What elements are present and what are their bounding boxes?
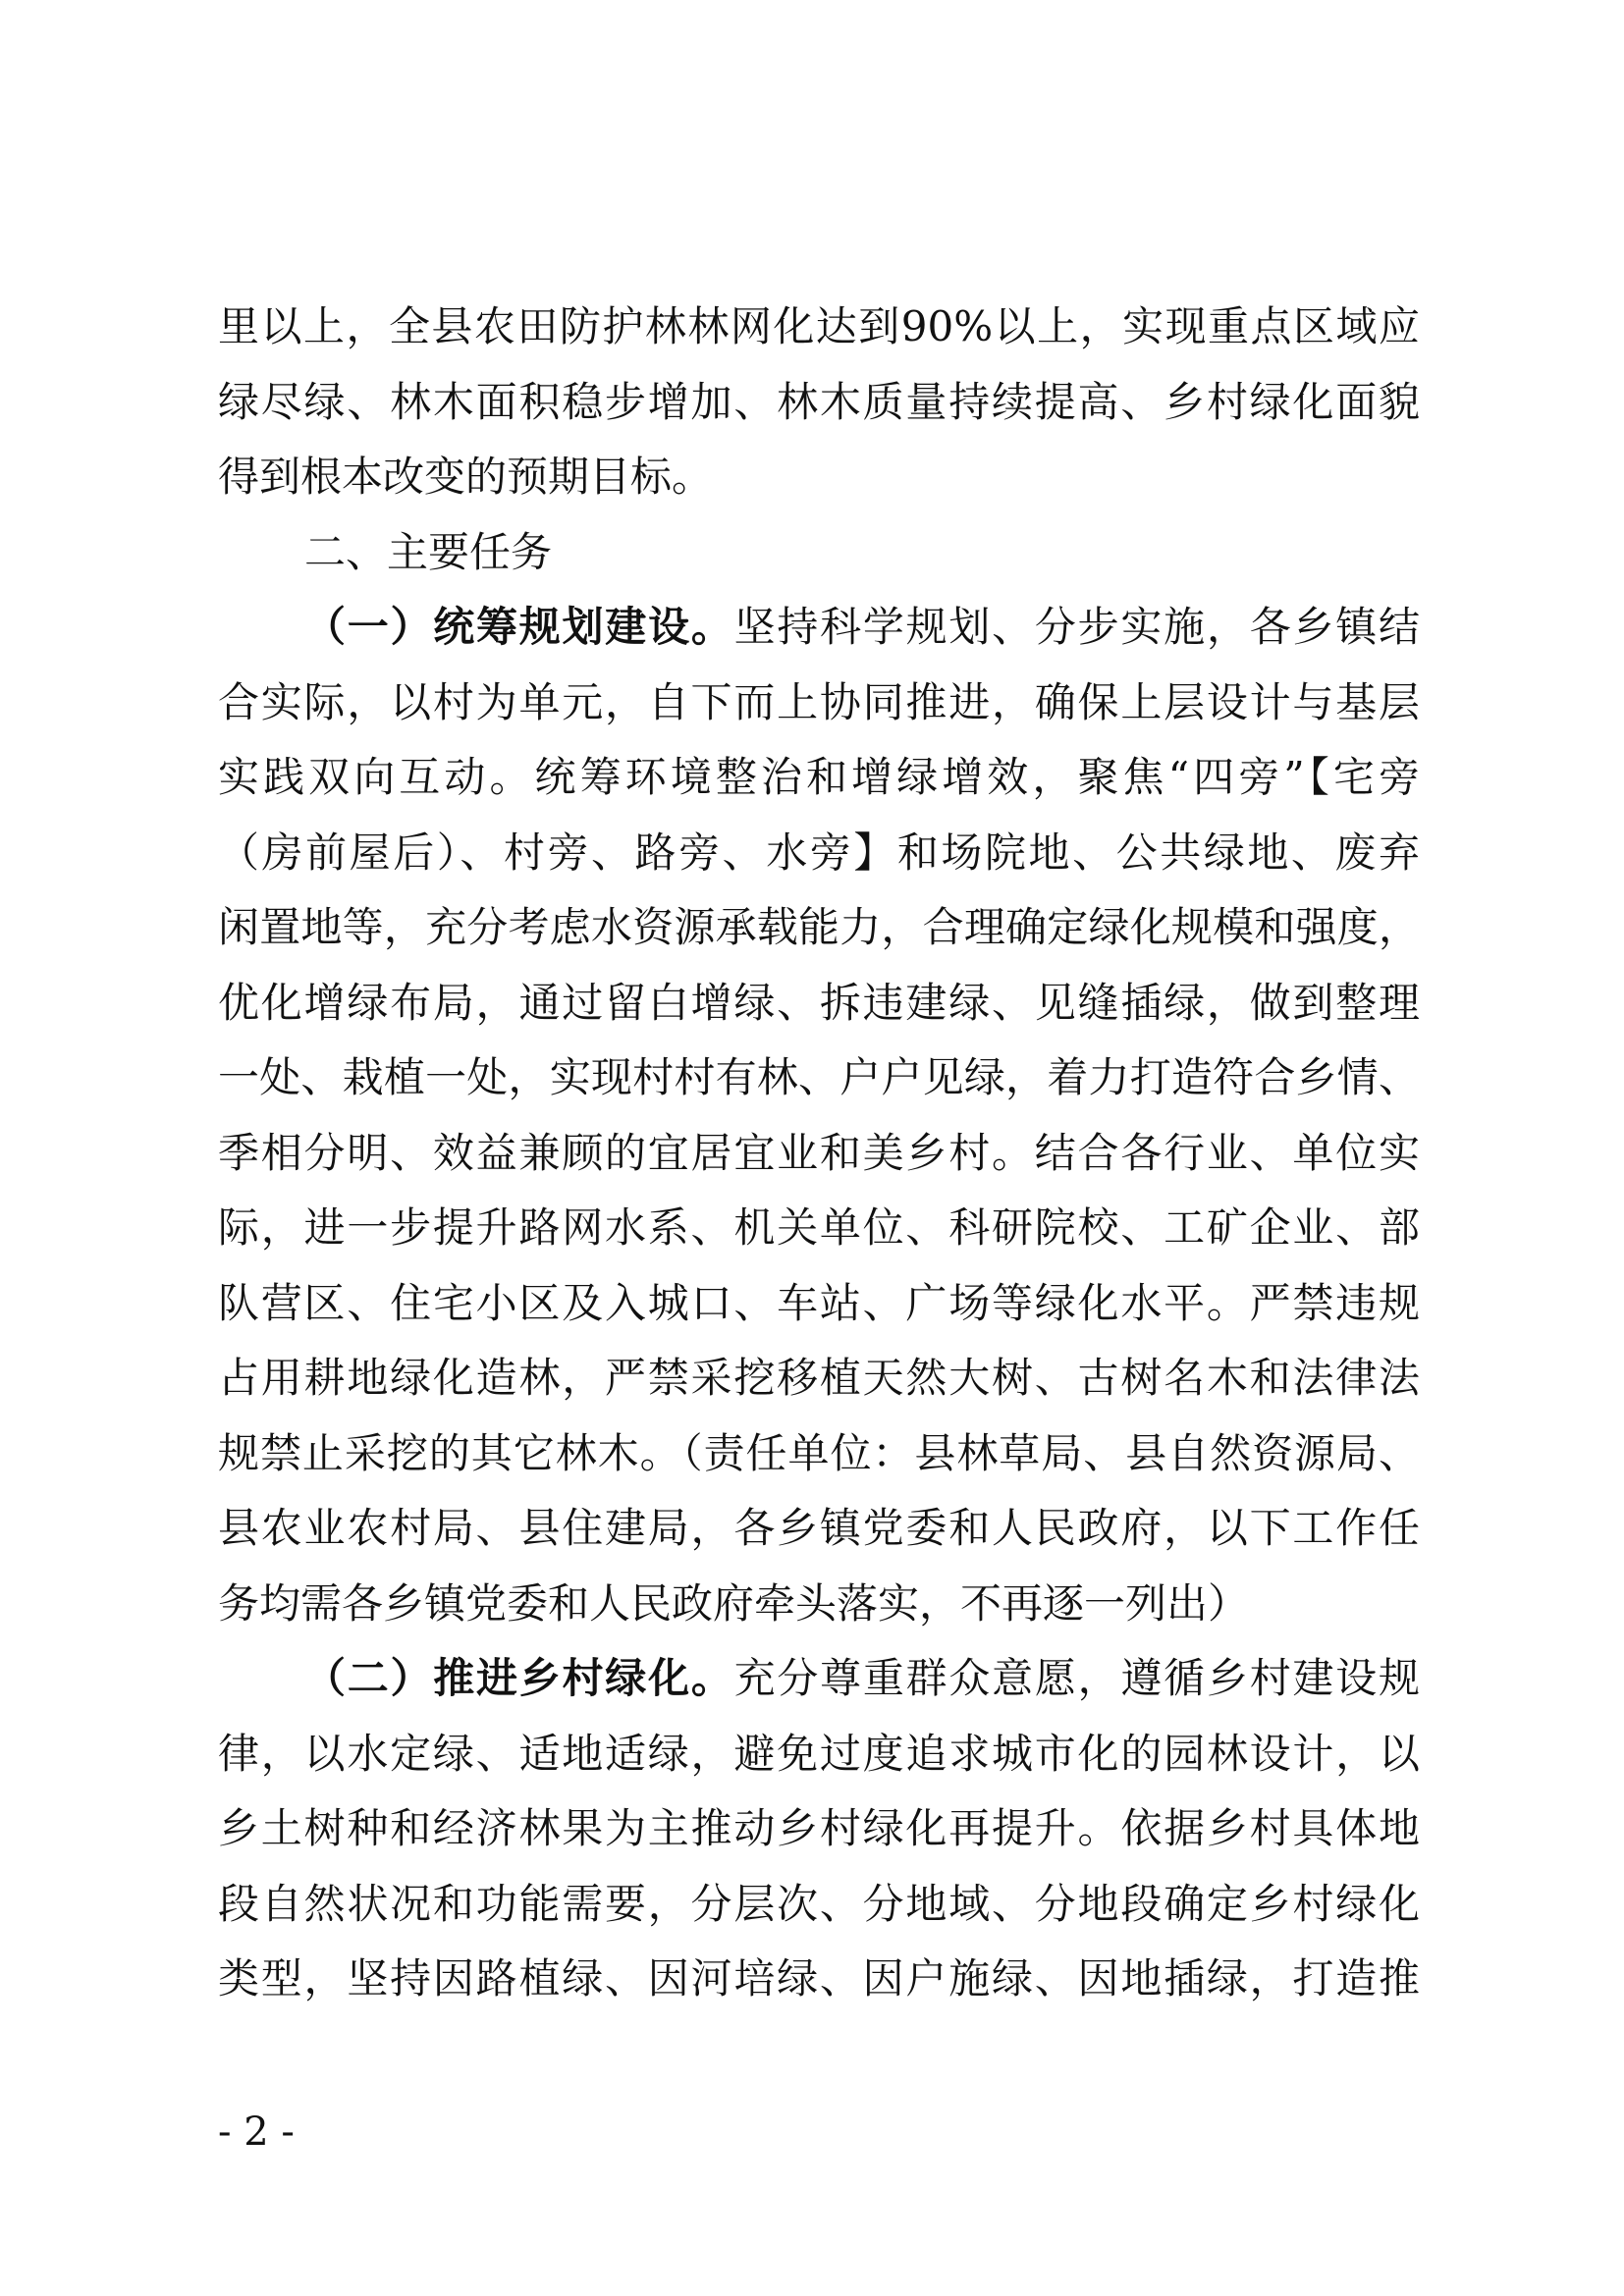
task-2-title: （二）推进乡村绿化。 [304,1654,734,1702]
body-text-line: 占用耕地绿化造林，严禁采挖移植天然大树、古树名木和法律法 [218,1354,1420,1402]
body-text-line: 规禁止采挖的其它林木。（责任单位：县林草局、县自然资源局、 [218,1428,1420,1477]
body-text-line: 得到根本改变的预期目标。 [218,453,714,501]
body-text-line: （房前屋后）、村旁、路旁、水旁】和场院地、公共绿地、废弃 [218,828,1420,877]
body-text-line: 实践双向互动。统筹环境整治和增绿增效，聚焦“四旁”【宅旁 [218,753,1420,801]
body-text-line: 合实际，以村为单元，自下而上协同推进，确保上层设计与基层 [218,677,1420,726]
body-text-line: 队营区、住宅小区及入城口、车站、广场等绿化水平。严禁违规 [218,1278,1420,1327]
document-body [218,290,1420,2017]
task-1-first-line [218,590,1420,666]
page-number: - 2 - [218,2109,295,2155]
body-text-line: 里以上，全县农田防护林林网化达到90%以上，实现重点区域应 [218,302,1420,350]
body-text-line: 优化增绿布局，通过留白增绿、拆违建绿、见缝插绿，做到整理 [218,978,1420,1027]
body-text-line: 闲置地等，充分考虑水资源承载能力，合理确定绿化规模和强度， [218,903,1420,951]
body-text-line: 务均需各乡镇党委和人民政府牵头落实，不再逐一列出） [218,1578,1250,1628]
body-text-line: 际，进一步提升路网水系、机关单位、科研院校、工矿企业、部 [218,1203,1420,1252]
body-text-line: 乡土树种和经济林果为主推动乡村绿化再提升。依据乡村具体地 [218,1804,1420,1852]
body-text-line: 坚持科学规划、分步实施，各乡镇结 [733,603,1420,651]
task-2-first-line [218,1641,1420,1717]
body-text-line: 季相分明、效益兼顾的宜居宜业和美乡村。结合各行业、单位实 [218,1128,1420,1177]
body-text-line: 段自然状况和功能需要，分层次、分地域、分地段确定乡村绿化 [218,1879,1420,1928]
body-text-line: 类型，坚持因路植绿、因河培绿、因户施绿、因地插绿，打造推 [218,1954,1420,2002]
body-text-line: 充分尊重群众意愿，遵循乡村建设规 [733,1654,1420,1702]
body-text-line: 律，以水定绿、适地适绿，避免过度追求城市化的园林设计，以 [218,1729,1420,1778]
task-1-title: （一）统筹规划建设。 [304,603,734,651]
body-text-line: 一处、栽植一处，实现村村有林、户户见绿，着力打造符合乡情、 [218,1053,1420,1101]
section-heading: 二、主要任务 [304,527,553,576]
body-text-line: 绿尽绿、林木面积稳步增加、林木质量持续提高、乡村绿化面貌 [218,377,1420,426]
body-text-line: 县农业农村局、县住建局，各乡镇党委和人民政府，以下工作任 [218,1504,1420,1552]
